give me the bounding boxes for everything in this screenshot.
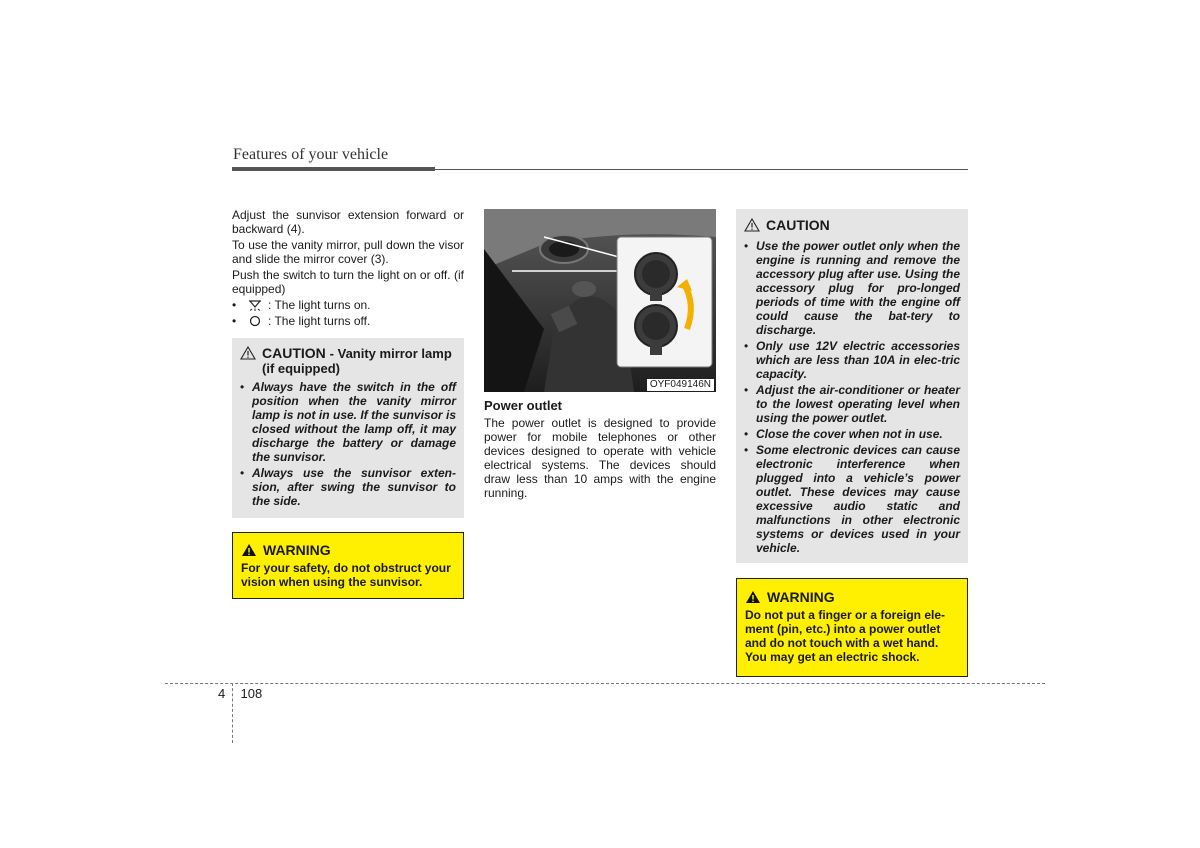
caution-subtitle: - Vanity mirror lamp (if equipped) (262, 346, 452, 376)
warning-box-power-outlet (736, 578, 968, 677)
caution-box-power-outlet (736, 209, 968, 563)
paragraph-extension: Adjust the sunvisor extension forward or backward (4). (232, 208, 464, 236)
power-outlet-description: The power outlet is designed to provide power for mobile telephones or other devices designed to operate with vehicle electrical systems. The devices should draw less than 10 amps with the engine running. (484, 416, 716, 500)
warning-title: WARNING (767, 589, 835, 605)
warning-box-sunvisor (232, 532, 464, 599)
warning-title: WARNING (263, 542, 331, 558)
circle-off-icon (242, 315, 268, 327)
caution-item: • Close the cover when not in use. (744, 427, 960, 441)
warning-triangle-icon (745, 590, 767, 604)
power-outlet-photo (484, 209, 716, 392)
column-sunvisor (232, 208, 464, 330)
caution-item: • Always use the sunvisor exten-sion, after swing the sunvisor to the side. (240, 466, 456, 508)
bullet-light-on-text: : The light turns on. (268, 298, 371, 312)
header-rule-thin (435, 169, 968, 170)
warning-body: Do not put a finger or a foreign ele-ment (pin, etc.) into a power outlet and do not touch with a wet hand. You may get an electric shock. (745, 608, 946, 664)
caution-item: • Adjust the air-conditioner or heater to the lowest operating level when using the power outlet. (744, 383, 960, 425)
caution-box-vanity-mirror (232, 338, 464, 518)
light-on-icon (242, 299, 268, 311)
caution-heading (744, 218, 960, 235)
page-number-value: 108 (240, 686, 263, 701)
bullet-light-off-text: : The light turns off. (268, 314, 371, 328)
caution-item: • Some electronic devices can cause electronic interference when plugged into a vehicle’s power outlet. These devices may cause excessive audio static and malfunctions in other electronic systems or devices used in your vehicle. (744, 443, 960, 555)
paragraph-vanity-mirror: To use the vanity mirror, pull down the visor and slide the mirror cover (3). (232, 238, 464, 266)
photo-code: OYF049146N (647, 379, 714, 391)
caution-title: CAUTION (262, 345, 326, 361)
bullet-light-on: • : The light turns on. (232, 298, 464, 312)
paragraph-switch: Push the switch to turn the light on or off. (if equipped) (232, 268, 464, 296)
header-rule-thick (232, 167, 435, 171)
section-title-power-outlet: Power outlet (484, 398, 563, 413)
caution-list (744, 239, 960, 555)
caution-triangle-icon (240, 346, 262, 363)
caution-item: • Use the power outlet only when the engine is running and remove the accessory plug after use. Using the accessory plug for pro-longed periods of time with the engine off could cause the bat-tery to discharge. (744, 239, 960, 337)
chapter-number: 4 (218, 686, 226, 701)
footer-rule (165, 683, 1045, 684)
warning-heading (241, 542, 455, 558)
warning-heading (745, 589, 959, 605)
page-number (218, 686, 262, 701)
page-header-title: Features of your vehicle (233, 146, 389, 163)
warning-body: For your safety, do not obstruct your vision when using the sunvisor. (241, 561, 451, 589)
caution-heading (240, 346, 456, 376)
caution-title: CAUTION (766, 217, 830, 233)
caution-list (240, 380, 456, 508)
caution-triangle-icon (744, 218, 766, 235)
bullet-light-off: • : The light turns off. (232, 314, 464, 328)
caution-item: • Always have the switch in the off position when the vanity mirror lamp is not in use. If the sunvisor is closed without the lamp off, it may discharge the battery or damage the sunvisor. (240, 380, 456, 464)
caution-item: • Only use 12V electric accessories which are less than 10A in elec-tric capacity. (744, 339, 960, 381)
warning-triangle-icon (241, 543, 263, 557)
